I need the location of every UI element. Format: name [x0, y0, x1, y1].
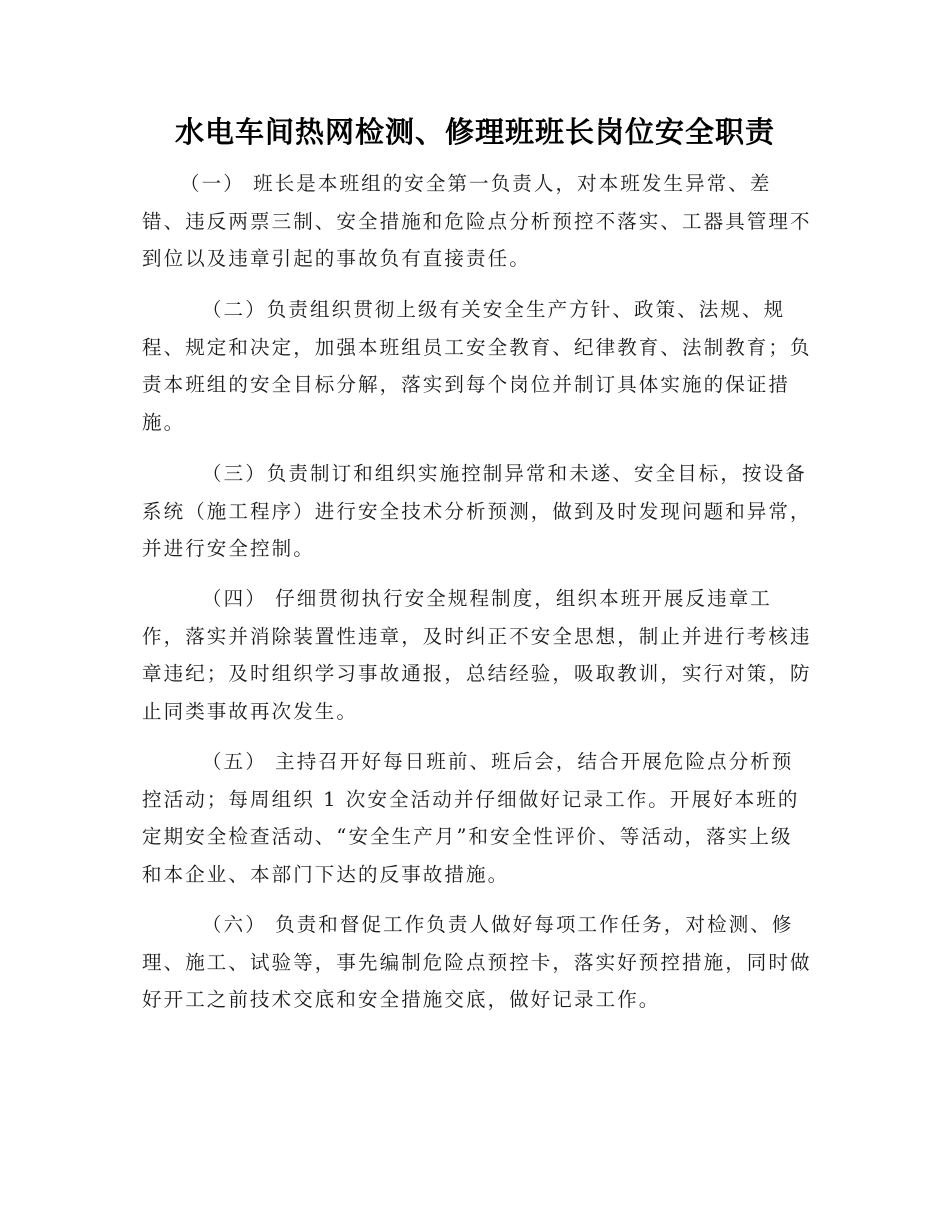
paragraph-6: （六） 负责和督促工作负责人做好每项工作任务，对检测、修理、施工、试验等，事先编制危险点预控卡，落实好预控措施，同时做好开工之前技术交底和安全措施交底，做好记录工作。 [142, 913, 812, 1011]
paragraph-3: （三）负责制订和组织实施控制异常和未遂、安全目标，按设备系统（施工程序）进行安全技术分析预测，做到及时发现问题和异常，并进行安全控制。 [142, 462, 812, 560]
document-title: 水电车间热网检测、修理班班长岗位安全职责 [174, 115, 775, 149]
paragraph-1: （一） 班长是本班组的安全第一负责人，对本班发生异常、差错、违反两票三制、安全措施和危险点分析预控不落实、工器具管理不到位以及违章引起的事故负有直接责任。 [142, 172, 812, 270]
paragraph-4: （四） 仔细贯彻执行安全规程制度，组织本班开展反违章工作，落实并消除装置性违章，及时纠正不安全思想，制止并进行考核违章违纪；及时组织学习事故通报，总结经验，吸取教训，实行对策，防止同类事故再次发生。 [142, 587, 812, 723]
paragraph-2: （二）负责组织贯彻上级有关安全生产方针、政策、法规、规程、规定和决定，加强本班组员工安全教育、纪律教育、法制教育；负责本班组的安全目标分解，落实到每个岗位并制订具体实施的保证措施。 [142, 298, 812, 434]
paragraph-5: （五） 主持召开好每日班前、班后会，结合开展危险点分析预控活动；每周组织 1 次安全活动并仔细做好记录工作。开展好本班的定期安全检查活动、“安全生产月”和安全性评价、等活动，落实上级和本企业、本部门下达的反事故措施。 [142, 750, 800, 886]
